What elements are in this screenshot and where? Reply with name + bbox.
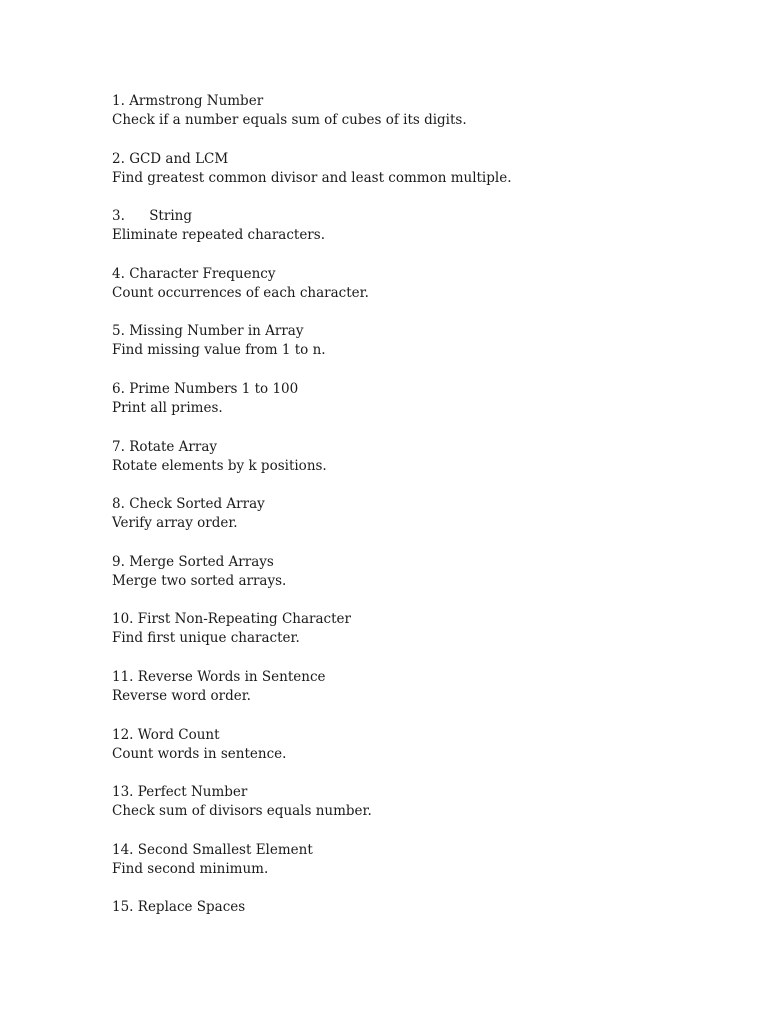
list-item <box>112 610 712 668</box>
item-title: 5. Missing Number in Array <box>112 323 304 340</box>
item-title: 11. Reverse Words in Sentence <box>112 668 326 685</box>
item-description: Find first unique character. <box>112 630 300 647</box>
list-item <box>112 841 712 899</box>
item-title: 4. Character Frequency <box>112 265 276 282</box>
item-title: 6. Prime Numbers 1 to 100 <box>112 380 299 397</box>
item-description: Merge two sorted arrays. <box>112 572 287 589</box>
list-item <box>112 322 712 380</box>
item-description: Find missing value from 1 to n. <box>112 342 326 359</box>
list-item <box>112 207 712 265</box>
item-description: Rotate elements by k positions. <box>112 457 327 474</box>
list-item <box>112 265 712 323</box>
item-description: Count occurrences of each character. <box>112 284 369 301</box>
list-item <box>112 438 712 496</box>
item-title: 7. Rotate Array <box>112 438 217 455</box>
list-item <box>112 726 712 784</box>
item-title: 8. Check Sorted Array <box>112 496 265 513</box>
item-description: Check if a number equals sum of cubes of its digits. <box>112 112 467 128</box>
item-title: 15. Replace Spaces <box>112 899 246 916</box>
list-item <box>112 150 712 208</box>
item-title: 2. GCD and LCM <box>112 150 229 167</box>
item-title: 12. Word Count <box>112 726 220 743</box>
item-description: Check sum of divisors equals number. <box>112 803 372 820</box>
item-title: 1. Armstrong Number <box>112 93 264 109</box>
item-title: 10. First Non-Repeating Character <box>112 611 351 628</box>
item-description: Print all primes. <box>112 399 223 416</box>
item-description: Find greatest common divisor and least common multiple. <box>112 169 512 186</box>
problem-list <box>112 92 712 956</box>
item-title: 3. String <box>112 208 192 225</box>
list-item <box>112 553 712 611</box>
item-title: 14. Second Smallest Element <box>112 841 313 858</box>
list-item <box>112 783 712 841</box>
list-item <box>112 668 712 726</box>
item-title: 9. Merge Sorted Arrays <box>112 553 274 570</box>
item-description: Count words in sentence. <box>112 745 287 762</box>
item-description: Find second minimum. <box>112 860 269 877</box>
item-title: 13. Perfect Number <box>112 784 248 801</box>
list-item <box>112 92 712 150</box>
list-item <box>112 898 712 956</box>
item-description: Reverse word order. <box>112 687 251 704</box>
list-item <box>112 495 712 553</box>
item-description: Eliminate repeated characters. <box>112 227 325 244</box>
item-description: Verify array order. <box>112 515 238 532</box>
list-item <box>112 380 712 438</box>
